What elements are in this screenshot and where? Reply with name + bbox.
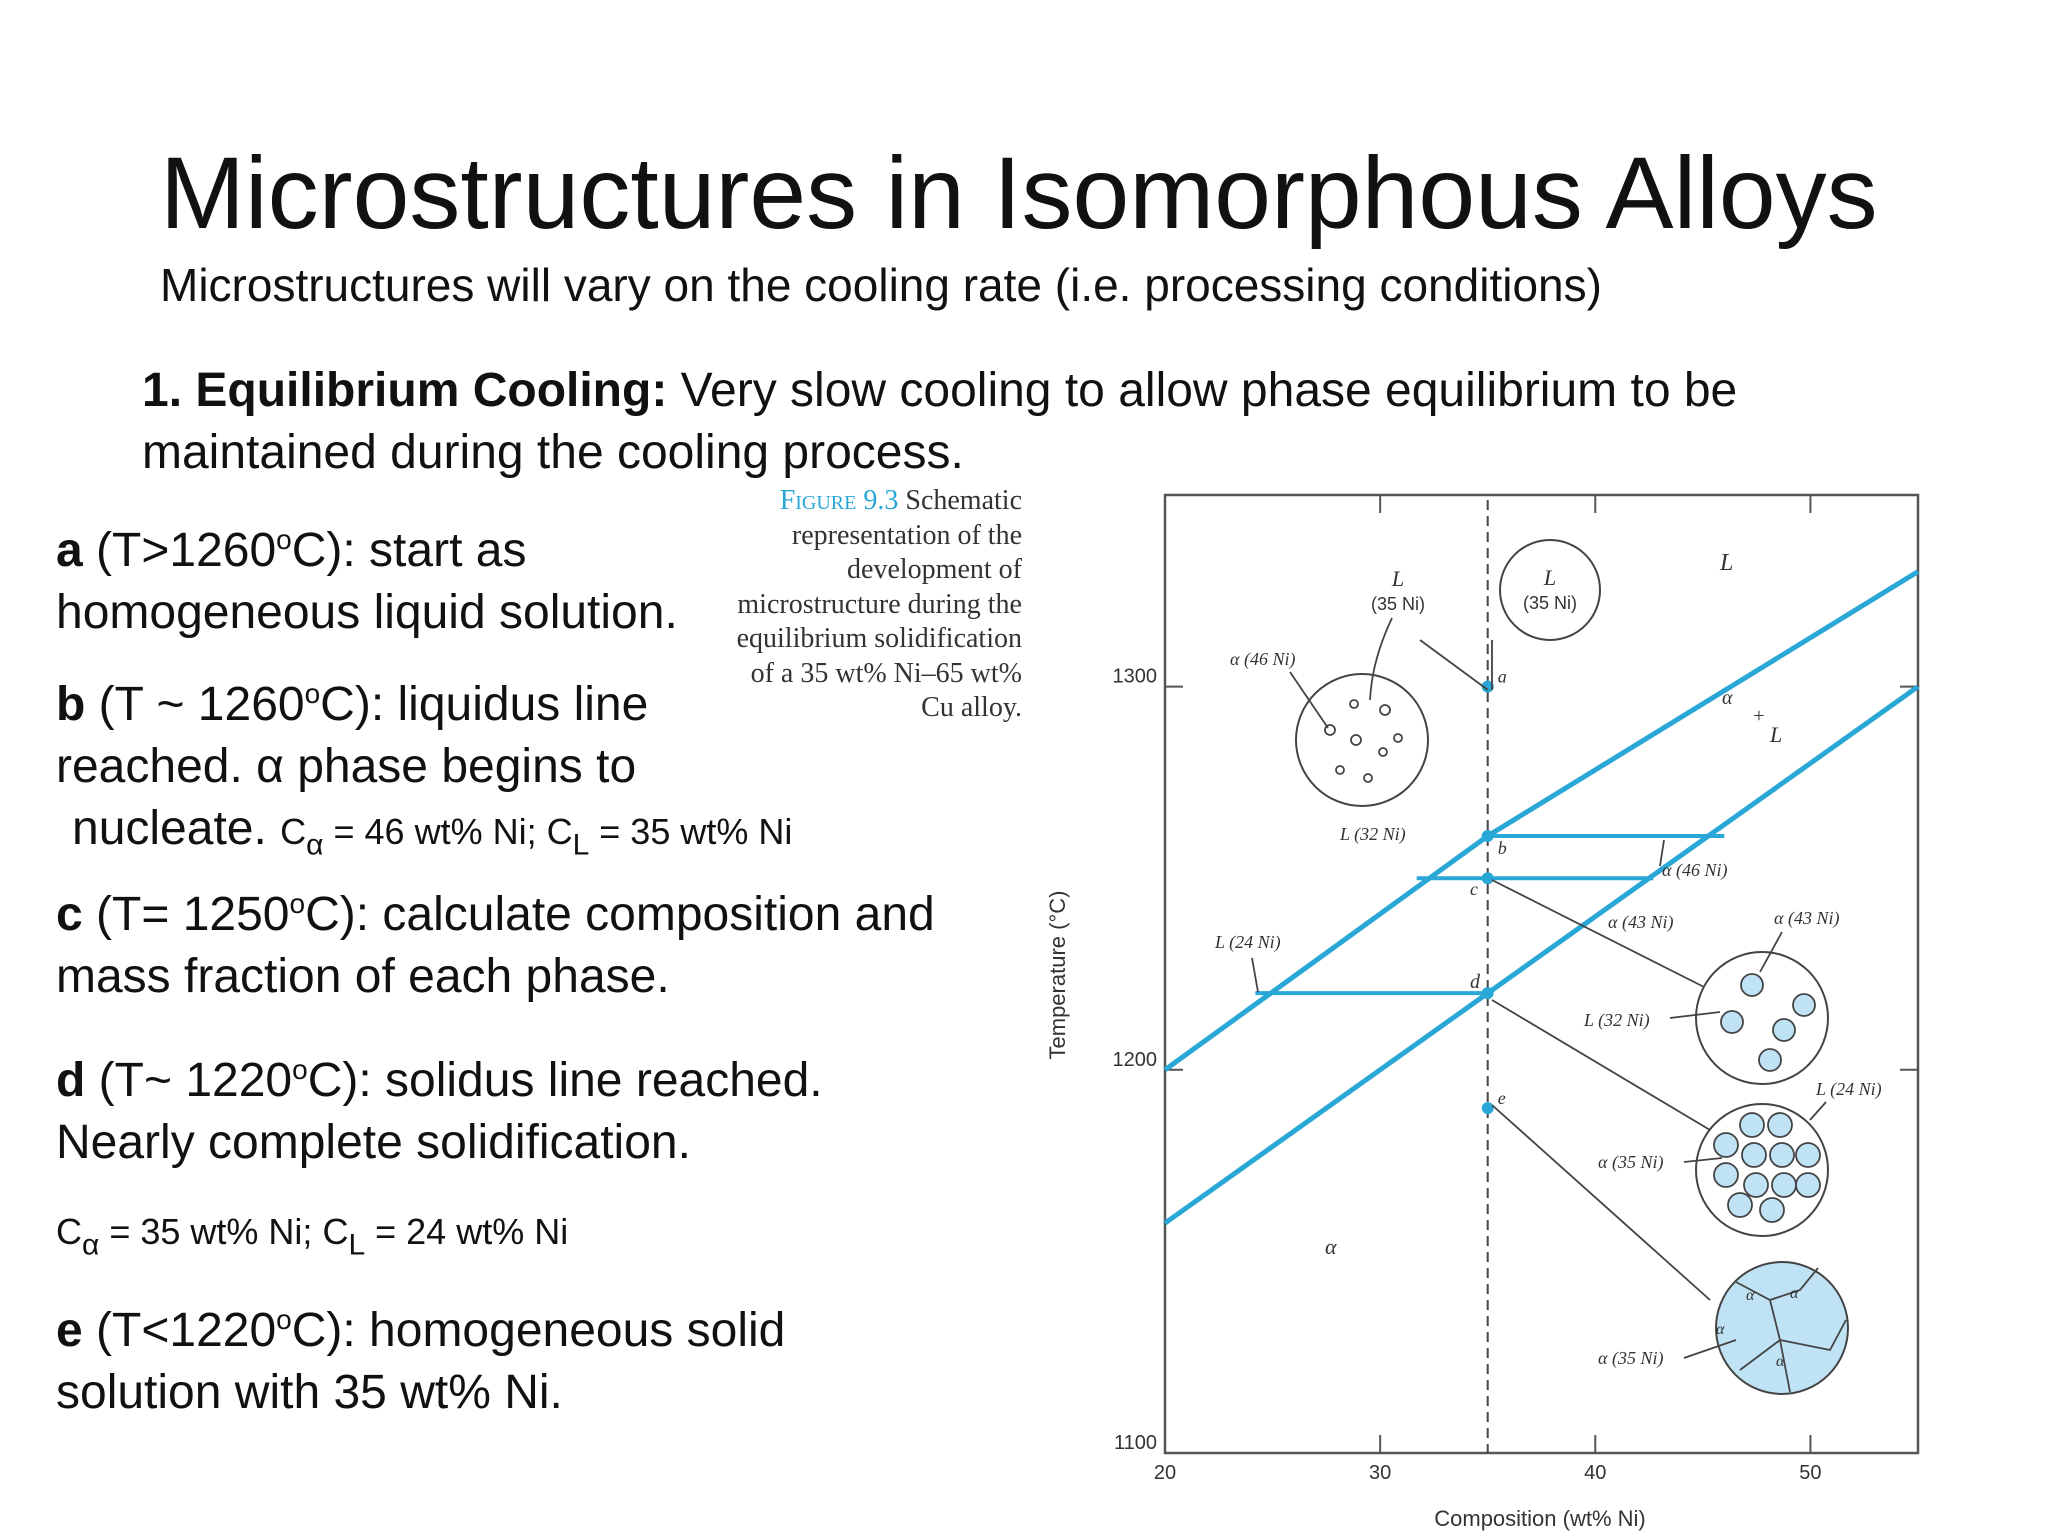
grain-label: α [1790,1285,1799,1302]
step-a-letter: a [56,524,83,577]
label-alpha-43-a: α (43 Ni) [1608,912,1674,932]
equilibrium-cooling-label: 1. Equilibrium Cooling: [142,364,668,417]
c-alpha-symbol: C [56,1211,82,1252]
x-tick-label: 50 [1799,1462,1822,1484]
step-b-letter: b [56,678,86,731]
microstructure-circle-e [1716,1262,1848,1394]
c-l-value: = 24 wt% Ni [365,1211,569,1252]
x-tick-label: 20 [1153,1462,1177,1484]
state-points [1482,667,1507,1115]
label-alpha-35-a: α (35 Ni) [1598,1152,1664,1172]
label-l-32-circle: L (32 Ni) [1584,1010,1650,1030]
page-title: Microstructures in Isomorphous Alloys [160,136,1878,250]
label-l-24-left: L (24 Ni) [1215,932,1281,952]
microstructure-circle-a [1500,540,1600,640]
label-l-32-top: L (32 Ni) [1340,824,1406,844]
page-subtitle: Microstructures will vary on the cooling rate (i.e. processing conditions) [160,259,1602,311]
circle-a-label-comp: (35 Ni) [1522,593,1578,613]
step-a-desc: C): start as homogeneous liquid solution. [56,524,678,639]
y-tick-label: 1200 [1112,1048,1157,1071]
degree-sup: o [276,524,292,555]
point-label-a: a [1497,666,1507,687]
state-point-c [1482,872,1494,884]
step-b-desc: C): liquidus line reached. α phase begins to [56,678,649,793]
label-point-d: d [1470,971,1480,993]
y-tick-label: 1100 [1113,1432,1157,1454]
region-label-liquid: L [1720,550,1734,576]
circle-a-label-l: L [1543,565,1557,590]
step-c-temp: (T= 1250 [82,888,290,941]
label-l-35-left-l: L [1391,566,1405,591]
step-a-temp: (T>1260 [82,524,277,577]
axis-tick-labels [1113,666,1822,1484]
region-label-alpha-plus-l-a: α [1722,687,1733,709]
c-alpha-value: = 46 wt% Ni; [323,811,547,852]
step-c-desc: C): calculate composition and mass fraction of each phase. [56,888,935,1003]
alpha-subscript: α [306,828,324,862]
region-label-alpha-plus-l-plus: + [1752,705,1766,727]
label-alpha-46-top: α (46 Ni) [1230,649,1296,669]
point-label-e: e [1497,1088,1506,1109]
state-point-d [1482,987,1494,999]
alpha-subscript: α [82,1228,100,1262]
label-point-c: c [1470,879,1478,899]
figure-caption-text: Schematic representation of the development of microstructure during the equilibrium solidification of a 35 wt% Ni–65 wt% Cu alloy. [736,485,1022,723]
degree-sup: o [276,1304,292,1335]
figure-number: Figure 9.3 [779,485,899,516]
step-e-letter: e [56,1304,83,1357]
step-d-temp: (T~ 1220 [85,1054,293,1107]
region-label-alpha-plus-l-l: L [1770,722,1783,747]
degree-sup: o [289,888,306,919]
x-tick-label: 40 [1584,1462,1607,1484]
grain-label: α [1716,1321,1725,1338]
label-alpha-46-right: α (46 Ni) [1662,860,1728,880]
label-alpha-35-b: α (35 Ni) [1598,1348,1664,1368]
y-axis-label: Temperature (°C) [1045,890,1070,1060]
c-l-symbol: C [546,811,573,852]
degree-sup: o [292,1054,308,1085]
step-e-desc: C): homogeneous solid solution with 35 wt% Ni. [56,1304,786,1419]
degree-sup: o [304,678,321,709]
step-d-letter: d [56,1054,86,1107]
microstructure-circle-b [1296,674,1428,806]
equilibrium-cooling-desc: Very slow cooling to allow phase equilibrium to be maintained during the cooling process. [142,364,1738,479]
step-b-nucleate: nucleate. [72,802,267,855]
c-l-value: = 35 wt% Ni [589,811,793,852]
step-b-temp: (T ~ 1260 [85,678,305,731]
label-l-35-left-comp: (35 Ni) [1370,594,1426,614]
point-label-b: b [1497,838,1507,859]
label-alpha-43-b: α (43 Ni) [1774,908,1840,928]
step-c-letter: c [56,888,83,941]
c-alpha-symbol: C [280,811,307,852]
grain-label: α [1746,1287,1755,1304]
step-e-temp: (T<1220 [82,1304,277,1357]
state-point-e [1482,1102,1494,1114]
region-label-solid: α [1325,1234,1337,1259]
x-axis-label: Composition (wt% Ni) [1434,1506,1646,1531]
state-point-b [1482,830,1494,842]
connector-lines [1420,640,1710,1300]
c-l-symbol: C [322,1211,349,1252]
c-alpha-value: = 35 wt% Ni; [99,1211,323,1252]
l-subscript: L [572,828,590,862]
l-subscript: L [348,1228,366,1262]
step-d-desc: C): solidus line reached. Nearly complete solidification. [56,1054,823,1169]
x-tick-label: 30 [1369,1462,1392,1484]
y-tick-label: 1300 [1112,665,1157,688]
label-l-24-right: L (24 Ni) [1816,1079,1882,1099]
grain-label: α [1776,1353,1785,1370]
